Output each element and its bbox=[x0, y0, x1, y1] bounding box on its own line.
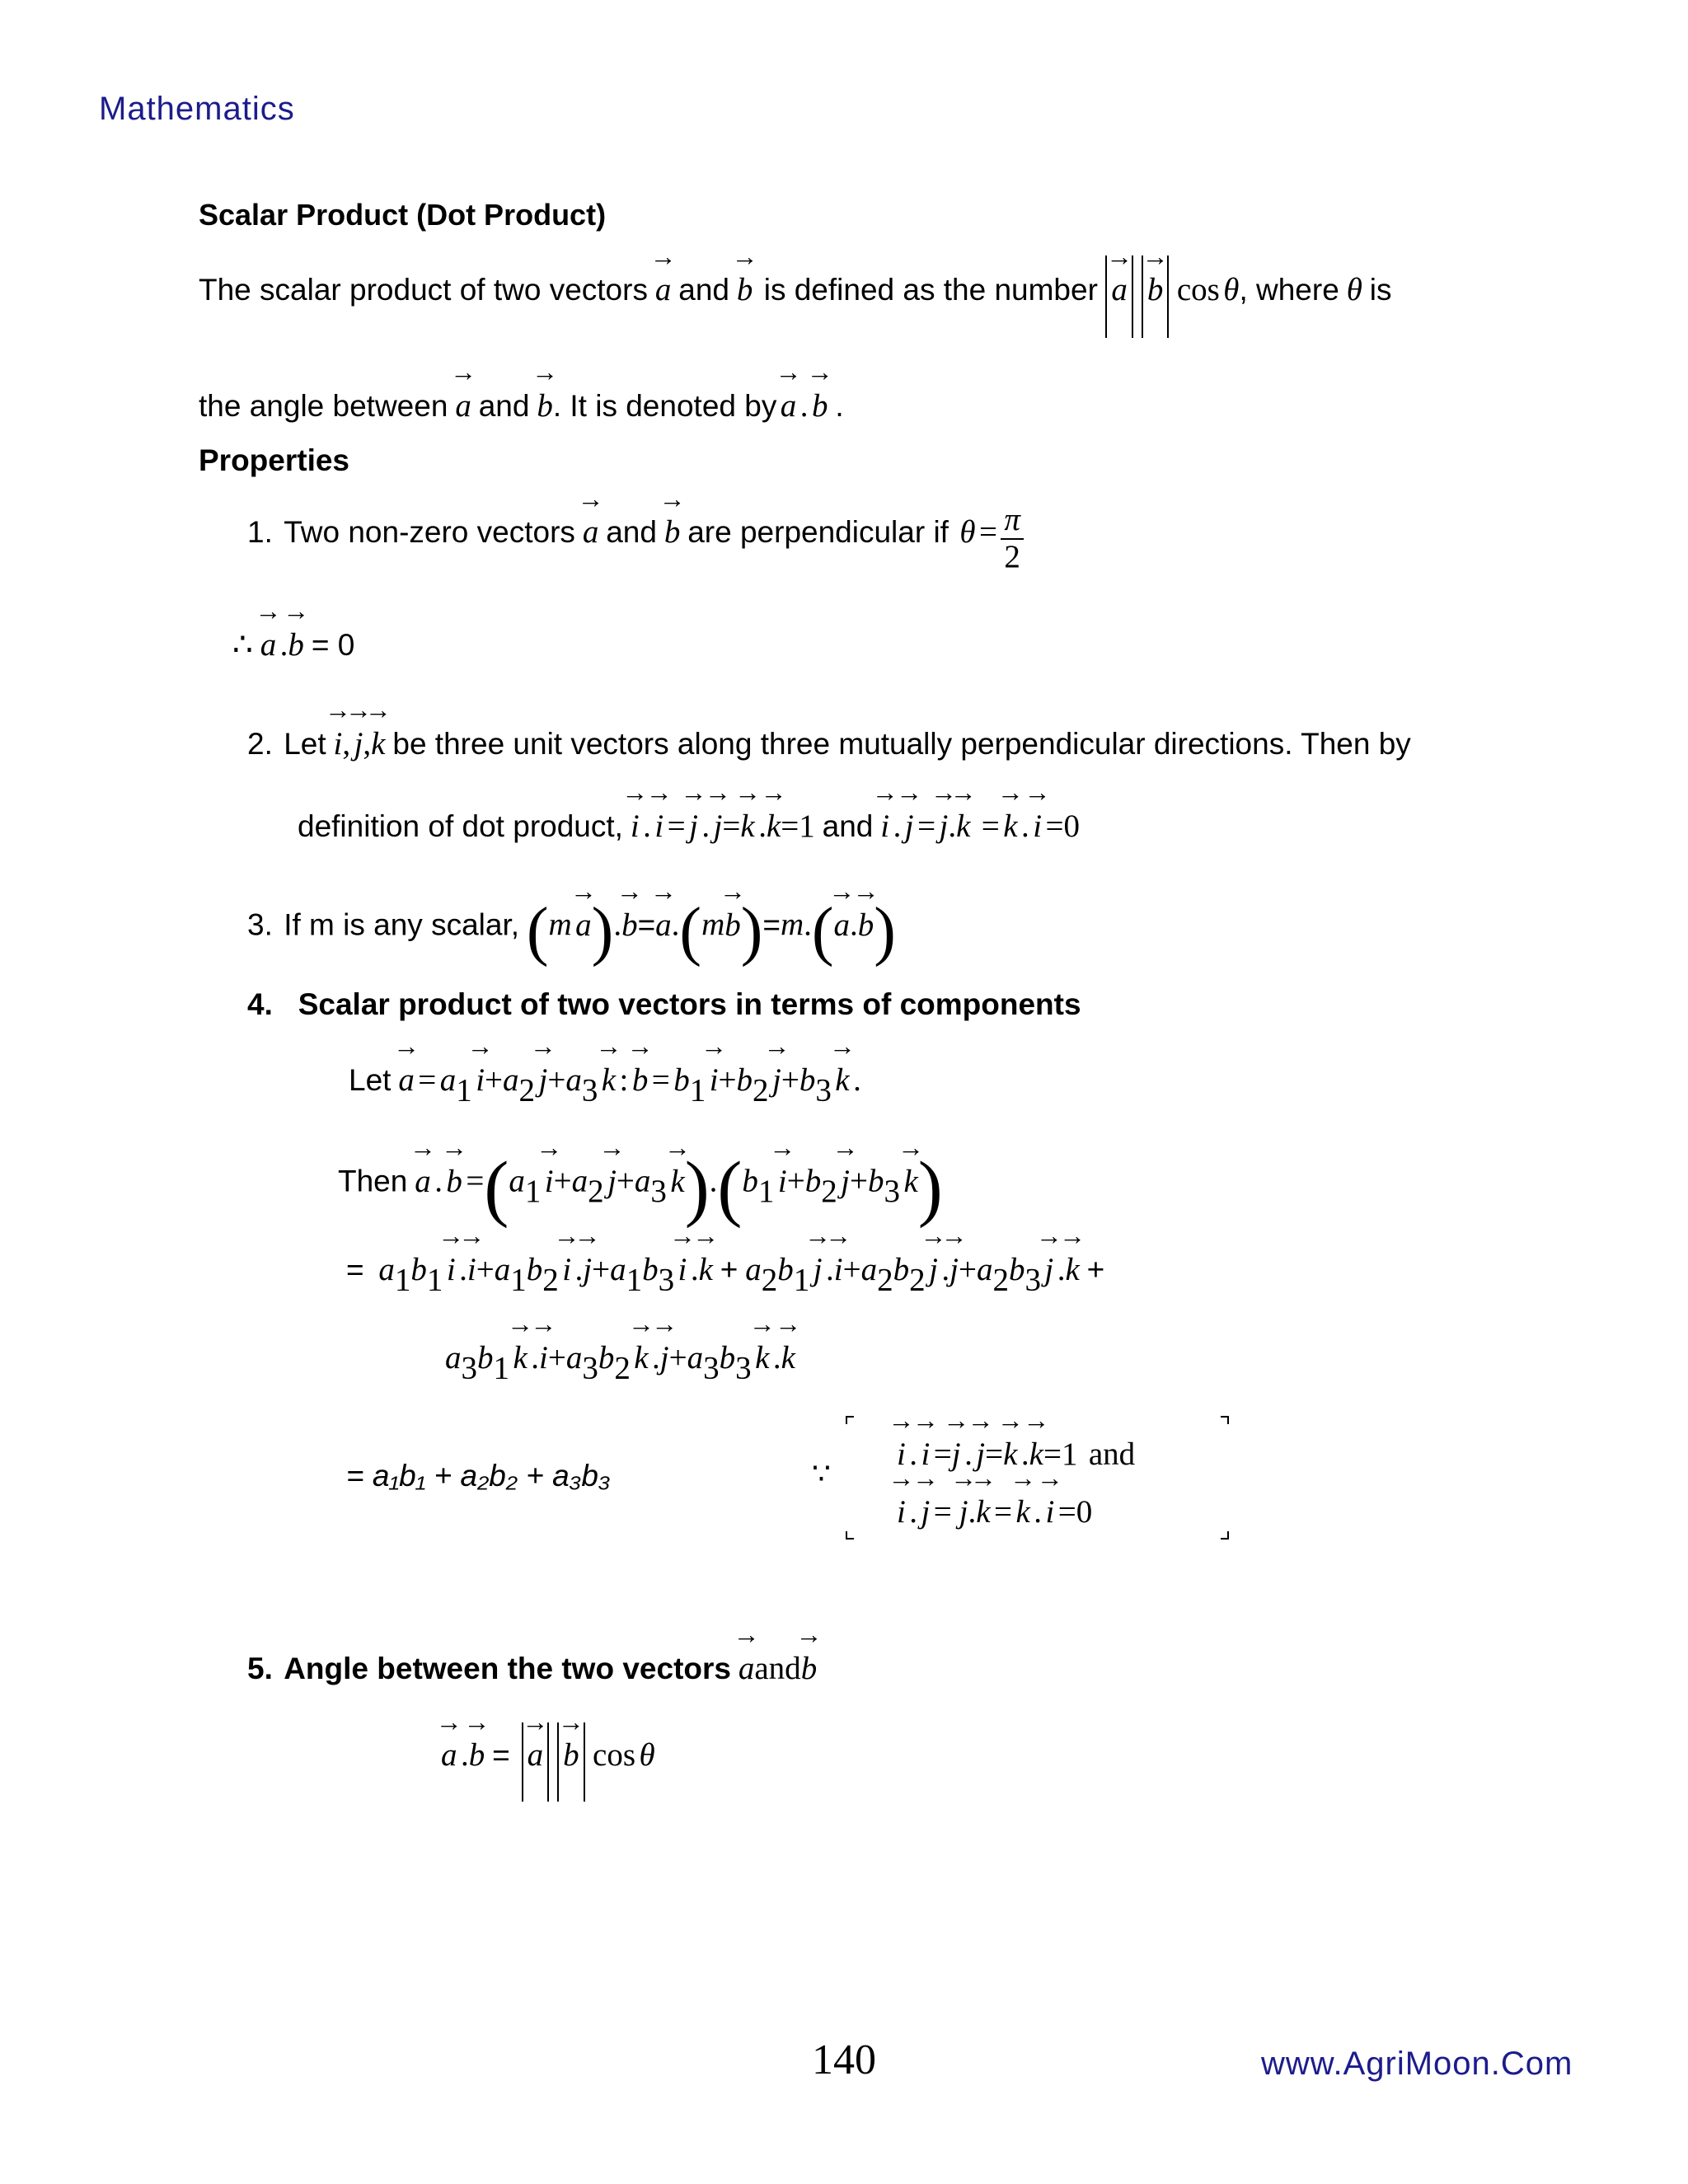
def-text-6: . It is denoted by bbox=[552, 389, 777, 423]
vector-a: → a bbox=[260, 626, 277, 663]
def-text-5: the angle between bbox=[199, 389, 448, 423]
theta: θ bbox=[1346, 272, 1362, 308]
plus-sign: + bbox=[720, 1253, 738, 1286]
list-number: 1. bbox=[247, 515, 273, 550]
equals-zero: = 0 bbox=[311, 628, 355, 662]
period: . bbox=[835, 389, 844, 423]
result-formula: = a₁b₁ + a₂b₂ + a₃b₃ bbox=[346, 1459, 611, 1493]
angle-formula: → a .→ b = → a→ b cos θ bbox=[441, 1722, 655, 1802]
list-number: 3. bbox=[247, 907, 273, 942]
property-4-title bbox=[247, 987, 1081, 1022]
section-title: Scalar Product (Dot Product) bbox=[199, 198, 607, 232]
p1-text-2: are perpendicular if bbox=[687, 515, 949, 550]
list-number: 5. bbox=[247, 1652, 273, 1685]
p2-text: be three unit vectors along three mutually perpendicular directions. Then by bbox=[392, 727, 1411, 761]
vector-a: → a bbox=[781, 387, 797, 424]
because-bracket: → i . → i =→ j . → j=→ k .→ k=1 and → i . → j = → j.→ k = → k . → i =0 bbox=[846, 1416, 1229, 1540]
vector-b: → b bbox=[288, 626, 304, 663]
theta: θ bbox=[1223, 272, 1240, 308]
property-5-title: 5. Angle between the two vectors → aand→ b bbox=[247, 1650, 817, 1687]
component-result bbox=[346, 1459, 611, 1493]
vector-b: → b bbox=[812, 387, 828, 424]
plus-sign: + bbox=[1086, 1253, 1105, 1286]
p1-text: Two non-zero vectors bbox=[284, 515, 575, 550]
equals-sign: = bbox=[346, 1253, 364, 1286]
p4-title: Scalar product of two vectors in terms of components bbox=[298, 987, 1081, 1021]
vector-a: → a bbox=[455, 387, 471, 424]
cos-label: cos bbox=[593, 1737, 636, 1774]
property-3: 3. If m is any scalar, (m → a).→ b=→ a.(m→ b)=m.(→ a.→ b) bbox=[247, 894, 896, 969]
list-number: 4. bbox=[247, 987, 273, 1021]
theta: θ bbox=[959, 514, 976, 551]
page-number: 140 bbox=[812, 2036, 876, 2083]
perpendicular-result: ∴ → a .→ b = 0 bbox=[232, 626, 354, 663]
vector-b: → b bbox=[664, 513, 681, 551]
and-word: and bbox=[478, 389, 530, 423]
property-2-line-1: 2. Let → i, → j,→ k be three unit vectors along three mutually perpendicular directions. Then by bbox=[247, 725, 1411, 762]
p4-then: Then bbox=[338, 1164, 408, 1198]
p2-text-2: definition of dot product, bbox=[298, 809, 623, 843]
component-definition: Let → $a = a_1 \to i+a_2 \to j+a_3 \to k$ : → $b = b_1 \to i+b_2 \to j+b_3 \to k$ . bbox=[349, 1062, 861, 1108]
vector-a: → a bbox=[583, 513, 599, 551]
def-text-2: is defined as the number bbox=[763, 273, 1098, 307]
because-symbol: ∵ bbox=[812, 1457, 831, 1491]
p5-title: Angle between the two vectors bbox=[284, 1652, 731, 1685]
properties-heading: Properties bbox=[199, 443, 350, 477]
expansion-line-1: = $a_1b_1 \to i$ .→ $i+a_1b_2 \to i$ .→ $j+a_1b_3 \to i$ .→ $k + a_2b_1 \to j$ .→ $i+a_2b_2 \to j$ .→ $j+a_2b_3 \to j$ .→ k + bbox=[346, 1251, 1104, 1298]
definition-line-1 bbox=[199, 255, 1391, 338]
def-text-3: , where bbox=[1239, 273, 1339, 307]
vector-b: → b bbox=[737, 271, 753, 308]
p2-let: Let bbox=[284, 727, 326, 761]
p4-let: Let bbox=[349, 1063, 392, 1097]
definition-line-2: the angle between → a and → b. It is denoted by → a . → b . bbox=[199, 387, 844, 424]
vector-b: → b bbox=[537, 387, 553, 424]
footer-website-link[interactable]: www.AgriMoon.Com bbox=[1261, 2046, 1573, 2082]
vector-a: → a bbox=[1111, 271, 1128, 308]
and-word: and bbox=[1088, 1436, 1136, 1472]
p3-text: If m is any scalar, bbox=[284, 907, 520, 942]
vector-a: → a bbox=[655, 271, 672, 308]
def-text-4: is bbox=[1369, 273, 1392, 307]
header-subject: Mathematics bbox=[99, 91, 295, 127]
and-word: and bbox=[822, 809, 874, 843]
expansion-line-2: $a_3b_1 \to k$ .→ $i+a_3b_2 \to k$ .→ $j+a_3b_3 \to k$ .→ k bbox=[445, 1339, 795, 1386]
vector-b: → b bbox=[1147, 271, 1164, 308]
component-product: Then → a . → $b =(a_1 \to i+a_2 \to j+a_3 \to k).(b_1 \to i+b_2 \to j+b_3 \to k)$ bbox=[338, 1146, 943, 1230]
property-1: 1. Two non-zero vectors → a and → b are perpendicular if θ = $\frac{\pi}{2}$ bbox=[247, 503, 1024, 575]
and-word: and bbox=[606, 515, 657, 550]
list-number: 2. bbox=[247, 727, 273, 761]
cos-label: cos bbox=[1176, 272, 1220, 308]
def-text-1: The scalar product of two vectors bbox=[199, 273, 648, 307]
and-word: and bbox=[754, 1651, 801, 1686]
pi-over-2: $\frac{\pi}{2}$ bbox=[1001, 503, 1024, 575]
and-word: and bbox=[678, 273, 729, 307]
property-2-line-2: definition of dot product, → i . → i = → j . → j=→ k .→ k=1 and → i . → j = → j.→ k = → k . → i =0 bbox=[298, 808, 1080, 845]
therefore-symbol: ∴ bbox=[232, 627, 253, 663]
